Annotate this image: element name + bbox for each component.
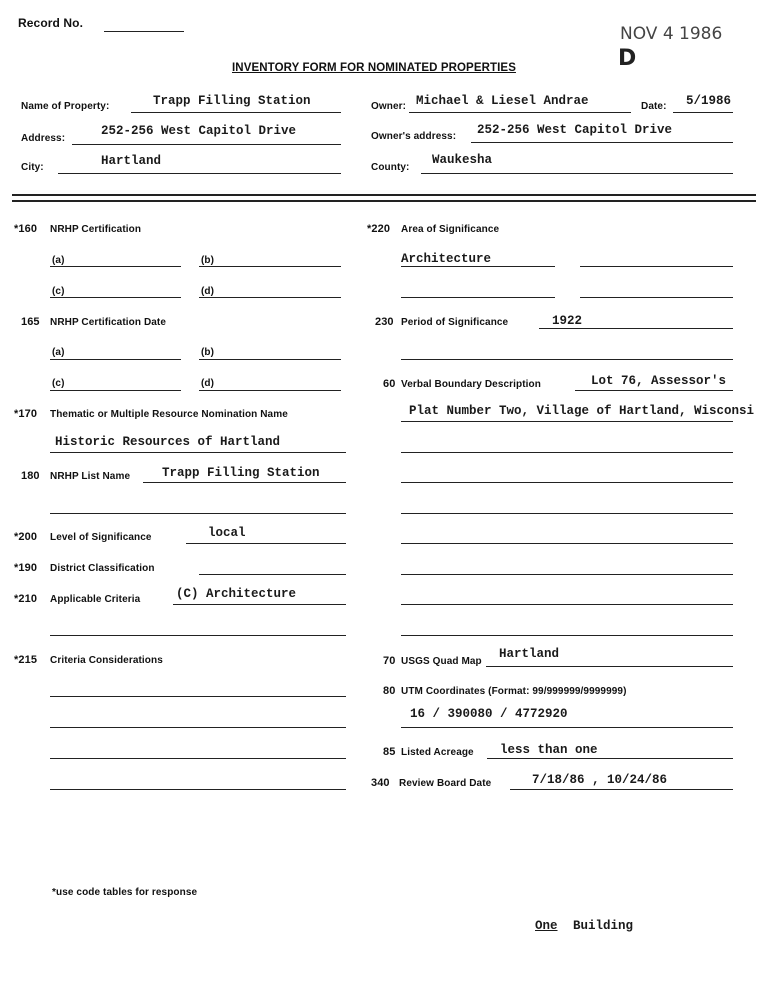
cert-date-d-label: (d): [201, 378, 215, 389]
field-210-value: (C) Architecture: [176, 587, 297, 601]
address-label: Address:: [21, 133, 66, 144]
cert-a-label: (a): [52, 255, 65, 266]
section-divider-bottom: [12, 200, 756, 202]
cert-date-a-line: [50, 359, 181, 360]
address-line: [72, 144, 341, 145]
field-230-number: 230: [375, 316, 394, 328]
cert-date-c-label: (c): [52, 378, 65, 389]
city-label: City:: [21, 162, 44, 173]
field-70-value: Hartland: [499, 647, 560, 661]
field-60-line-4: [401, 482, 733, 483]
record-number-line: [104, 31, 184, 32]
field-180-line-2: [50, 513, 346, 514]
cert-d-line: [199, 297, 341, 298]
cert-date-b-line: [199, 359, 341, 360]
section-divider-top: [12, 194, 756, 196]
field-230-value: 1922: [552, 314, 583, 328]
field-215-label: Criteria Considerations: [50, 655, 163, 666]
field-190-line: [199, 574, 346, 575]
owner-line: [409, 112, 631, 113]
field-160-number: *160: [14, 223, 38, 235]
field-215-line-4: [50, 789, 346, 790]
field-180-label: NRHP List Name: [50, 471, 131, 482]
field-85-value: less than one: [500, 743, 598, 757]
record-number-label: Record No.: [18, 16, 84, 30]
field-70-line: [486, 666, 733, 667]
field-180-number: 180: [21, 470, 40, 482]
field-230-line-2: [401, 359, 733, 360]
owner-address-label: Owner's address:: [371, 131, 457, 142]
field-80-label: UTM Coordinates (Format: 99/999999/9999999): [401, 686, 627, 697]
field-190-label: District Classification: [50, 563, 155, 574]
county-line: [421, 173, 733, 174]
field-210-number: *210: [14, 593, 38, 605]
field-340-number: 340: [371, 777, 390, 789]
field-60-number: 60: [383, 378, 396, 390]
cert-c-line: [50, 297, 181, 298]
field-60-label: Verbal Boundary Description: [401, 379, 541, 390]
cert-a-line: [50, 266, 181, 267]
field-230-line: [539, 328, 733, 329]
field-60-line-3: [401, 452, 733, 453]
field-165-number: 165: [21, 316, 40, 328]
field-220-label: Area of Significance: [401, 224, 500, 235]
field-340-value: 7/18/86 , 10/24/86: [532, 773, 668, 787]
field-165-label: NRHP Certification Date: [50, 317, 167, 328]
field-340-label: Review Board Date: [399, 778, 492, 789]
field-220-value: Architecture: [401, 252, 492, 266]
field-340-line: [510, 789, 733, 790]
field-180-line: [143, 482, 346, 483]
field-220-line-a: [401, 266, 555, 267]
date-line: [673, 112, 733, 113]
date-label: Date:: [641, 101, 667, 112]
field-215-line-2: [50, 727, 346, 728]
field-220-number: *220: [367, 223, 391, 235]
field-85-number: 85: [383, 746, 396, 758]
property-name-line: [131, 112, 341, 113]
field-160-label: NRHP Certification: [50, 224, 142, 235]
county-value: Waukesha: [432, 153, 493, 167]
field-60-line-6: [401, 543, 733, 544]
cert-b-label: (b): [201, 255, 215, 266]
cert-date-d-line: [199, 390, 341, 391]
field-200-line: [186, 543, 346, 544]
property-name-label: Name of Property:: [21, 101, 110, 112]
cert-b-line: [199, 266, 341, 267]
property-name-value: Trapp Filling Station: [153, 94, 311, 108]
field-60-value-2: Plat Number Two, Village of Hartland, Wisconsi: [409, 404, 755, 418]
field-60-line-5: [401, 513, 733, 514]
cert-date-a-label: (a): [52, 347, 65, 358]
field-60-line-2: [401, 421, 733, 422]
city-line: [58, 173, 341, 174]
field-200-value: local: [208, 526, 246, 540]
field-170-number: *170: [14, 408, 38, 420]
field-210-line: [173, 604, 346, 605]
field-180-value: Trapp Filling Station: [162, 466, 320, 480]
code-tables-note: *use code tables for response: [52, 887, 198, 898]
field-80-value: 16 / 390080 / 4772920: [410, 707, 568, 721]
owner-label: Owner:: [371, 101, 407, 112]
field-215-line-3: [50, 758, 346, 759]
field-70-number: 70: [383, 655, 396, 667]
cert-date-c-line: [50, 390, 181, 391]
address-value: 252-256 West Capitol Drive: [101, 124, 297, 138]
owner-address-value: 252-256 West Capitol Drive: [477, 123, 673, 137]
field-80-line: [401, 727, 733, 728]
cert-date-b-label: (b): [201, 347, 215, 358]
resource-count-label: Building: [573, 919, 634, 933]
stamp-mark: D: [618, 46, 637, 71]
field-215-number: *215: [14, 654, 38, 666]
cert-c-label: (c): [52, 286, 65, 297]
field-200-number: *200: [14, 531, 38, 543]
field-85-label: Listed Acreage: [401, 747, 474, 758]
field-220-line-d: [580, 297, 733, 298]
city-value: Hartland: [101, 154, 162, 168]
field-220-line-b: [580, 266, 733, 267]
cert-d-label: (d): [201, 286, 215, 297]
field-170-label: Thematic or Multiple Resource Nomination Name: [50, 409, 288, 420]
received-date-stamp: NOV 4 1986: [620, 24, 723, 44]
field-170-value: Historic Resources of Hartland: [55, 435, 281, 449]
field-60-line-1: [575, 390, 733, 391]
field-60-line-9: [401, 635, 733, 636]
field-60-line-7: [401, 574, 733, 575]
field-210-label: Applicable Criteria: [50, 594, 141, 605]
field-220-line-c: [401, 297, 555, 298]
county-label: County:: [371, 162, 410, 173]
field-80-number: 80: [383, 685, 396, 697]
field-200-label: Level of Significance: [50, 532, 152, 543]
field-60-value-1: Lot 76, Assessor's: [591, 374, 727, 388]
field-210-line-2: [50, 635, 346, 636]
field-70-label: USGS Quad Map: [401, 656, 482, 667]
owner-address-line: [471, 142, 733, 143]
field-85-line: [487, 758, 733, 759]
field-170-line: [50, 452, 346, 453]
field-215-line-1: [50, 696, 346, 697]
owner-value: Michael & Liesel Andrae: [416, 94, 589, 108]
field-230-label: Period of Significance: [401, 317, 509, 328]
date-value: 5/1986: [686, 94, 732, 108]
form-title: INVENTORY FORM FOR NOMINATED PROPERTIES: [232, 62, 516, 74]
field-190-number: *190: [14, 562, 38, 574]
field-60-line-8: [401, 604, 733, 605]
resource-count-value: One: [535, 919, 558, 933]
